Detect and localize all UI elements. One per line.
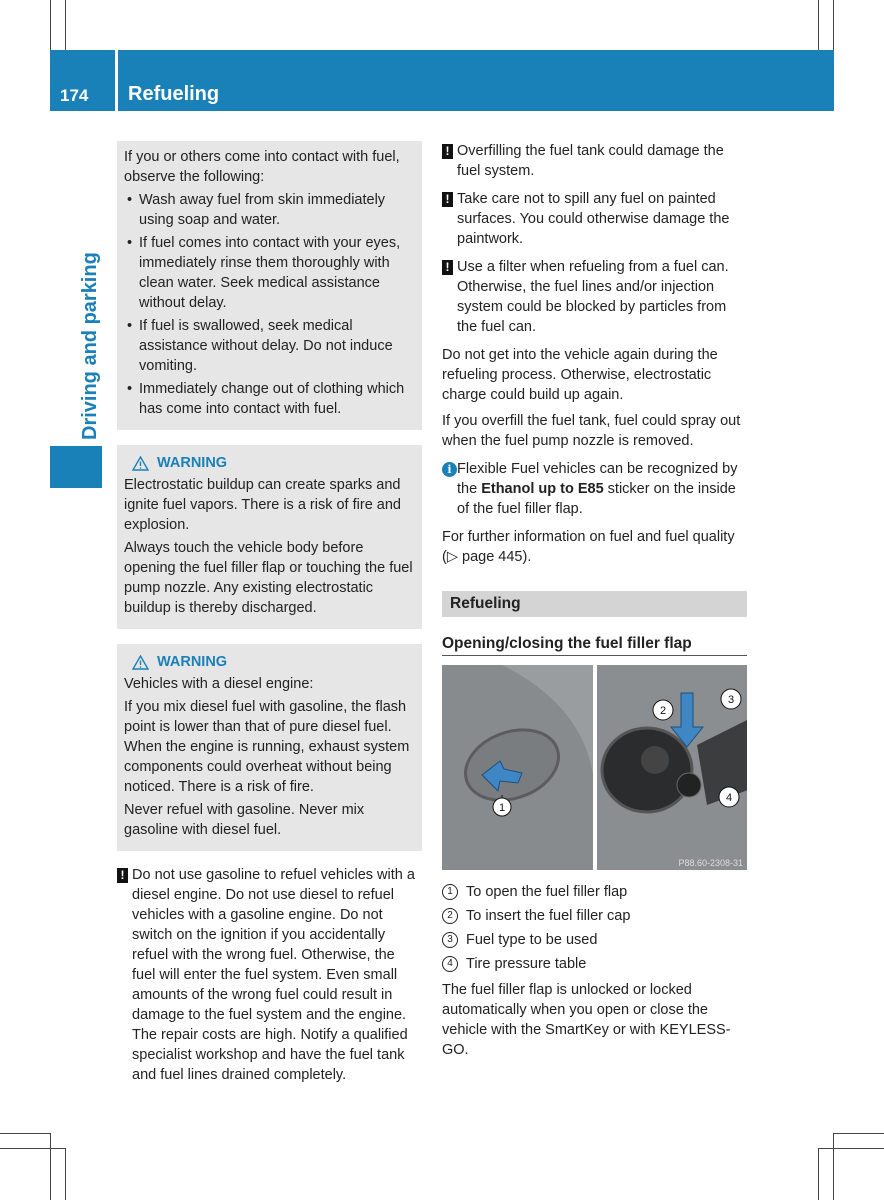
legend-text: Tire pressure table — [466, 956, 587, 972]
crop-mark — [65, 0, 66, 50]
body-paragraph: Do not get into the vehicle again during the refueling process. Otherwise, electrostatic charge could build up again. — [442, 347, 718, 403]
warning-text: Always touch the vehicle body before opening the fuel filler flap or touching the fuel pump nozzle. Any existing electrostatic buildup is thereby discharged. — [124, 540, 413, 616]
fuel-contact-box — [117, 141, 422, 430]
bullet-item: • Wash away fuel from skin immediately using soap and water. — [124, 190, 415, 230]
chapter-tab-marker — [50, 446, 102, 488]
callout-label: 4 — [725, 792, 732, 804]
left-column — [117, 141, 422, 1093]
bullet-item: • Immediately change out of clothing which has come into contact with fuel. — [124, 379, 415, 419]
notice-wrong-fuel — [117, 865, 422, 1085]
legend-number: 4 — [442, 956, 458, 972]
exclamation-icon: ! — [442, 260, 453, 275]
right-column — [442, 141, 747, 1063]
crop-mark — [833, 1133, 834, 1200]
page-title: Refueling — [128, 83, 220, 105]
closed-flap-drawing — [442, 665, 593, 870]
notice-text: Overfilling the fuel tank could damage the fuel system. — [457, 143, 724, 179]
page-reference: For further information on fuel and fuel quality (▷ page 445). — [442, 529, 735, 565]
bullet-item: • If fuel comes into contact with your eyes, immediately rinse them thoroughly with clean water. Seek medical assistance without delay. — [124, 233, 415, 313]
warning-text: Never refuel with gasoline. Never mix gasoline with diesel fuel. — [124, 802, 365, 838]
legend-item — [442, 882, 747, 902]
warning-box-diesel — [117, 644, 422, 851]
exclamation-icon: ! — [117, 868, 128, 883]
warning-label: WARNING — [157, 654, 228, 670]
warning-text: Vehicles with a diesel engine: — [124, 676, 314, 692]
subheading: Opening/closing the fuel filler flap — [442, 635, 747, 656]
crop-mark — [65, 1148, 66, 1200]
fuel-flap-illustration — [442, 665, 747, 870]
notice-text: Use a filter when refueling from a fuel can. Otherwise, the fuel lines and/or injection system could be blocked by particles from the fuel can. — [457, 259, 729, 335]
warning-triangle-icon — [132, 655, 149, 670]
warning-label: WARNING — [157, 455, 228, 471]
notice-overfill — [442, 141, 747, 181]
callout-label: 1 — [498, 802, 506, 814]
legend-number: 1 — [442, 884, 458, 900]
legend-text: To insert the fuel filler cap — [466, 908, 631, 924]
page-number: 174 — [60, 86, 89, 105]
open-flap-drawing — [597, 665, 748, 870]
legend-number: 2 — [442, 908, 458, 924]
crop-mark — [818, 1148, 819, 1200]
info-text-pre: Flexible Fuel vehicles can be recognized by the — [457, 461, 738, 497]
subsection-heading: Refueling — [442, 591, 747, 617]
body-paragraph: The fuel filler flap is unlocked or locked automatically when you open or close the vehicle with the SmartKey or with KEYLESS-GO. — [442, 982, 731, 1058]
info-flexible-fuel — [442, 459, 747, 519]
chapter-label: Driving and parking — [79, 252, 101, 440]
bullet-item: • If fuel is swallowed, seek medical assistance without delay. Do not induce vomiting. — [124, 316, 415, 376]
crop-mark — [0, 1148, 65, 1149]
warning-box-electrostatic — [117, 445, 422, 629]
crop-mark — [50, 0, 51, 50]
exclamation-icon: ! — [442, 144, 453, 159]
exclamation-icon: ! — [442, 192, 453, 207]
fuel-contact-intro: If you or others come into contact with fuel, observe the following: — [124, 149, 400, 185]
legend-item — [442, 954, 747, 974]
legend-text: Fuel type to be used — [466, 932, 598, 948]
crop-mark — [833, 1133, 884, 1134]
legend-text: To open the fuel filler flap — [466, 884, 628, 900]
photo-code: P88.60-2308-31 — [678, 858, 743, 868]
warning-text: If you mix diesel fuel with gasoline, the flash point is lower than that of pure diesel fuel. When the engine is running, exhaust system components could overheat without being noticed. There is a risk of fire. — [124, 699, 410, 795]
legend-item — [442, 906, 747, 926]
callout-label: 3 — [727, 694, 734, 706]
photo-open-flap — [597, 665, 748, 870]
warning-heading — [132, 654, 415, 670]
body-paragraph: If you overfill the fuel tank, fuel could spray out when the fuel pump nozzle is removed. — [442, 413, 741, 449]
callout-label: 2 — [659, 705, 666, 717]
photo-closed-flap — [442, 665, 593, 870]
info-icon: i — [442, 462, 457, 477]
info-text-bold: Ethanol up to E85 — [481, 481, 604, 497]
crop-mark — [50, 1133, 51, 1200]
legend-number: 3 — [442, 932, 458, 948]
warning-triangle-icon — [132, 456, 149, 471]
notice-text: Do not use gasoline to refuel vehicles with a diesel engine. Do not use diesel to refuel vehicles with a gasoline engine. Do not switch on the ignition if you accidentally refuel with the wrong fuel. Otherwise, the fuel will enter the fuel system. Even small amounts of the wrong fuel could result in damage to the fuel system and the engine. The repair costs are high. Notify a qualified specialist workshop and have the fuel tank and fuel lines drained completely. — [132, 867, 415, 1083]
info-text-post: sticker on the inside of the fuel filler flap. — [457, 481, 736, 517]
crop-mark — [833, 0, 834, 50]
legend-item — [442, 930, 747, 950]
crop-mark — [818, 1148, 884, 1149]
notice-spill — [442, 189, 747, 249]
header-bar — [118, 50, 834, 111]
warning-heading — [132, 455, 415, 471]
notice-text: Take care not to spill any fuel on painted surfaces. You could otherwise damage the paintwork. — [457, 191, 730, 247]
crop-mark — [0, 1133, 50, 1134]
notice-filter — [442, 257, 747, 337]
crop-mark — [818, 0, 819, 50]
warning-text: Electrostatic buildup can create sparks and ignite fuel vapors. There is a risk of fire and explosion. — [124, 477, 401, 533]
